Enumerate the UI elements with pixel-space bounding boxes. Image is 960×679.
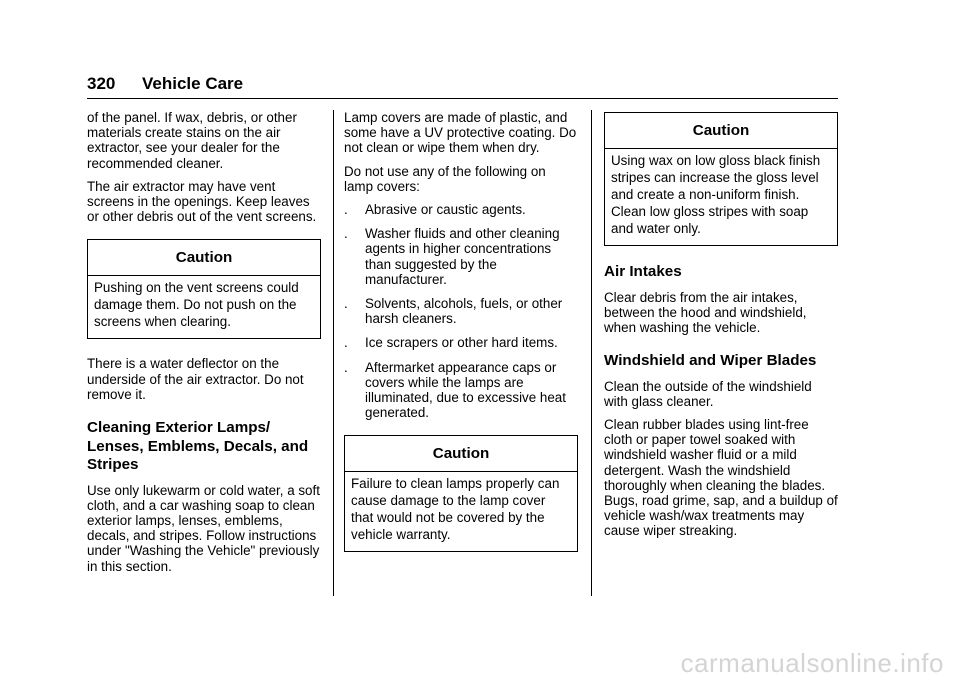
- paragraph: The air extractor may have vent screens in the openings. Keep leaves or other debris out of the vent screens.: [87, 178, 317, 225]
- list-item-text: Abrasive or caustic agents.: [365, 202, 526, 218]
- caution-body: Pushing on the vent screens could damage them. Do not push on the screens when clearing.: [94, 280, 299, 330]
- paragraph: Lamp covers are made of plastic, and some have a UV protective coating. Do not clean or wipe them when dry.: [344, 110, 577, 156]
- page-number: 320: [87, 74, 116, 93]
- column-divider: [591, 110, 592, 596]
- column-3: [604, 110, 838, 547]
- paragraph: Clean rubber blades using lint-free cloth or paper towel soaked with windshield washer fluid or a mild detergent. Wash the windshield thoroughly when cleaning the blades. Bugs, road grime, sap, and a buildup of vehicle wash/wax treatments may cause wiper streaking.: [604, 417, 838, 539]
- list-item: [344, 226, 578, 287]
- column-1: [87, 110, 321, 582]
- bullet: .: [344, 359, 348, 375]
- section-title: Vehicle Care: [142, 74, 244, 93]
- section-heading: Windshield and Wiper Blades: [604, 352, 817, 370]
- paragraph: of the panel. If wax, debris, or other materials create stains on the air extractor, see your dealer for the recommended cleaner.: [87, 110, 297, 171]
- page-header: [87, 72, 838, 99]
- paragraph: Clean the outside of the windshield with glass cleaner.: [604, 378, 812, 409]
- section-heading: Air Intakes: [604, 263, 682, 280]
- bullet-list: [344, 202, 578, 420]
- caution-body: Failure to clean lamps properly can cause damage to the lamp cover that would not be covered by the vehicle warranty.: [351, 476, 560, 543]
- caution-title: Caution: [345, 436, 577, 472]
- bullet: .: [344, 226, 348, 242]
- bullet: .: [344, 335, 348, 351]
- list-item-text: Washer fluids and other cleaning agents in higher concentrations than suggested by the manufacturer.: [365, 226, 560, 287]
- column-2: [344, 110, 578, 569]
- paragraph: Clear debris from the air intakes, between the hood and windshield, when washing the vehicle.: [604, 289, 807, 335]
- caution-title: Caution: [88, 240, 320, 276]
- watermark-logo: carmanualsonline.info: [680, 648, 944, 678]
- caution-box: [604, 112, 838, 246]
- section-heading: Cleaning Exterior Lamps/ Lenses, Emblems, Decals, and Stripes: [87, 419, 309, 474]
- paragraph: There is a water deflector on the underside of the air extractor. Do not remove it.: [87, 356, 304, 402]
- column-divider: [333, 110, 334, 596]
- caution-body: Using wax on low gloss black finish stripes can increase the gloss level and create a non-uniform finish. Clean low gloss stripes with soap and water only.: [611, 153, 821, 236]
- list-item: [344, 335, 578, 350]
- list-item: [344, 296, 578, 326]
- list-item: [344, 360, 578, 421]
- list-item: [344, 202, 578, 217]
- caution-box: [87, 239, 321, 339]
- paragraph: Do not use any of the following on lamp covers:: [344, 163, 546, 194]
- caution-title: Caution: [605, 113, 837, 149]
- list-item-text: Solvents, alcohols, fuels, or other harsh cleaners.: [365, 296, 563, 327]
- bullet: .: [344, 202, 348, 218]
- caution-box: [344, 435, 578, 552]
- paragraph: Use only lukewarm or cold water, a soft cloth, and a car washing soap to clean exterior lamps, lenses, emblems, decals, and stripes. Follow instructions under "Washing the Vehicle" previously in this section.: [87, 482, 320, 574]
- bullet: .: [344, 296, 348, 312]
- list-item-text: Aftermarket appearance caps or covers while the lamps are illuminated, due to excessive heat generated.: [365, 359, 566, 421]
- list-item-text: Ice scrapers or other hard items.: [365, 335, 558, 351]
